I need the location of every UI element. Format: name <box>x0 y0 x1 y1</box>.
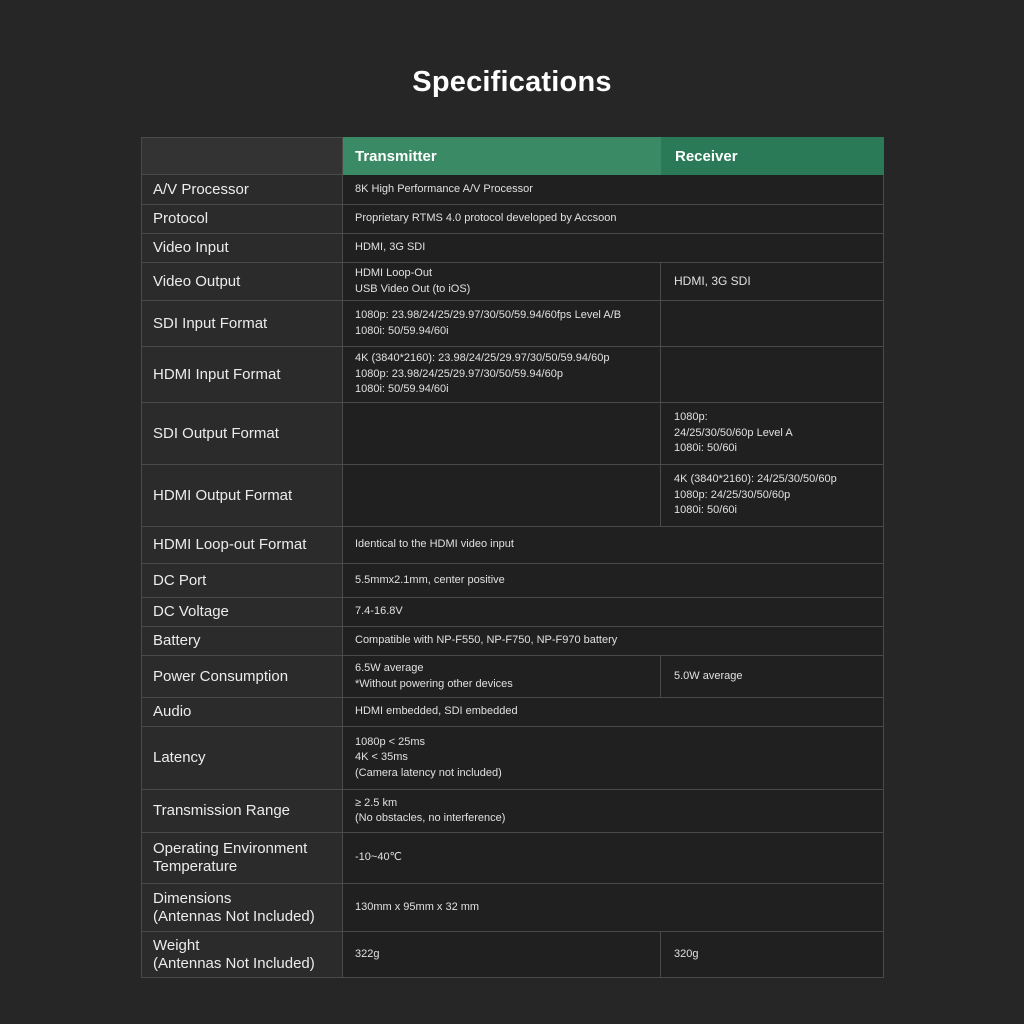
spec-value: Identical to the HDMI video input <box>343 527 884 564</box>
receiver-value <box>661 301 884 347</box>
spec-value: Compatible with NP-F550, NP-F750, NP-F970 battery <box>343 627 884 656</box>
spec-label: Video Input <box>142 234 343 263</box>
spec-label: A/V Processor <box>142 175 343 205</box>
spec-value: 8K High Performance A/V Processor <box>343 175 884 205</box>
receiver-value: 5.0W average <box>661 656 884 698</box>
table-row <box>142 598 884 627</box>
spec-label: Battery <box>142 627 343 656</box>
table-row <box>142 627 884 656</box>
spec-value: 1080p < 25ms 4K < 35ms (Camera latency not included) <box>343 727 884 790</box>
transmitter-value: 1080p: 23.98/24/25/29.97/30/50/59.94/60fps Level A/B 1080i: 50/59.94/60i <box>343 301 661 347</box>
spec-label: Protocol <box>142 205 343 234</box>
transmitter-value <box>343 465 661 527</box>
table-row <box>142 564 884 598</box>
spec-value: 130mm x 95mm x 32 mm <box>343 884 884 932</box>
spec-label: Operating Environment Temperature <box>142 833 343 884</box>
receiver-value <box>661 347 884 403</box>
spec-label: Audio <box>142 698 343 727</box>
spec-label: Video Output <box>142 263 343 301</box>
transmitter-value: 4K (3840*2160): 23.98/24/25/29.97/30/50/59.94/60p 1080p: 23.98/24/25/29.97/30/50/59.94/60p 1080i: 50/59.94/60i <box>343 347 661 403</box>
spec-label: HDMI Input Format <box>142 347 343 403</box>
specifications-table <box>141 137 884 978</box>
spec-label: Latency <box>142 727 343 790</box>
table-row <box>142 403 884 465</box>
transmitter-value: 6.5W average *Without powering other devices <box>343 656 661 698</box>
spec-value: Proprietary RTMS 4.0 protocol developed by Accsoon <box>343 205 884 234</box>
spec-label: Transmission Range <box>142 790 343 833</box>
spec-label: SDI Output Format <box>142 403 343 465</box>
spec-value: 5.5mmx2.1mm, center positive <box>343 564 884 598</box>
table-row <box>142 263 884 301</box>
header-corner-cell <box>142 138 343 175</box>
specifications-body <box>142 175 884 978</box>
table-row <box>142 347 884 403</box>
transmitter-value <box>343 403 661 465</box>
spec-label: DC Port <box>142 564 343 598</box>
transmitter-value: HDMI Loop-Out USB Video Out (to iOS) <box>343 263 661 301</box>
spec-label: HDMI Output Format <box>142 465 343 527</box>
spec-value: ≥ 2.5 km (No obstacles, no interference) <box>343 790 884 833</box>
spec-label: DC Voltage <box>142 598 343 627</box>
receiver-value: 320g <box>661 932 884 978</box>
transmitter-value: 322g <box>343 932 661 978</box>
table-row <box>142 790 884 833</box>
table-row <box>142 175 884 205</box>
spec-label: Dimensions (Antennas Not Included) <box>142 884 343 932</box>
spec-value: -10~40℃ <box>343 833 884 884</box>
table-row <box>142 205 884 234</box>
table-row <box>142 234 884 263</box>
transmitter-value: HDMI, 3G SDI <box>343 234 884 263</box>
spec-label: Power Consumption <box>142 656 343 698</box>
spec-value: 7.4-16.8V <box>343 598 884 627</box>
table-header-row <box>142 138 884 175</box>
page-title: Specifications <box>412 66 612 98</box>
table-row <box>142 301 884 347</box>
header-transmitter: Transmitter <box>343 138 661 175</box>
header-receiver: Receiver <box>661 138 884 175</box>
spec-value: HDMI embedded, SDI embedded <box>343 698 884 727</box>
receiver-value: 1080p: 24/25/30/50/60p Level A 1080i: 50/60i <box>661 403 884 465</box>
table-row <box>142 698 884 727</box>
table-row <box>142 527 884 564</box>
receiver-value: HDMI, 3G SDI <box>661 263 884 301</box>
table-row <box>142 884 884 932</box>
table-row <box>142 833 884 884</box>
table-row <box>142 932 884 978</box>
table-row <box>142 465 884 527</box>
receiver-value: 4K (3840*2160): 24/25/30/50/60p 1080p: 24/25/30/50/60p 1080i: 50/60i <box>661 465 884 527</box>
table-row <box>142 656 884 698</box>
spec-label: Weight (Antennas Not Included) <box>142 932 343 978</box>
spec-label: SDI Input Format <box>142 301 343 347</box>
spec-label: HDMI Loop-out Format <box>142 527 343 564</box>
table-row <box>142 727 884 790</box>
